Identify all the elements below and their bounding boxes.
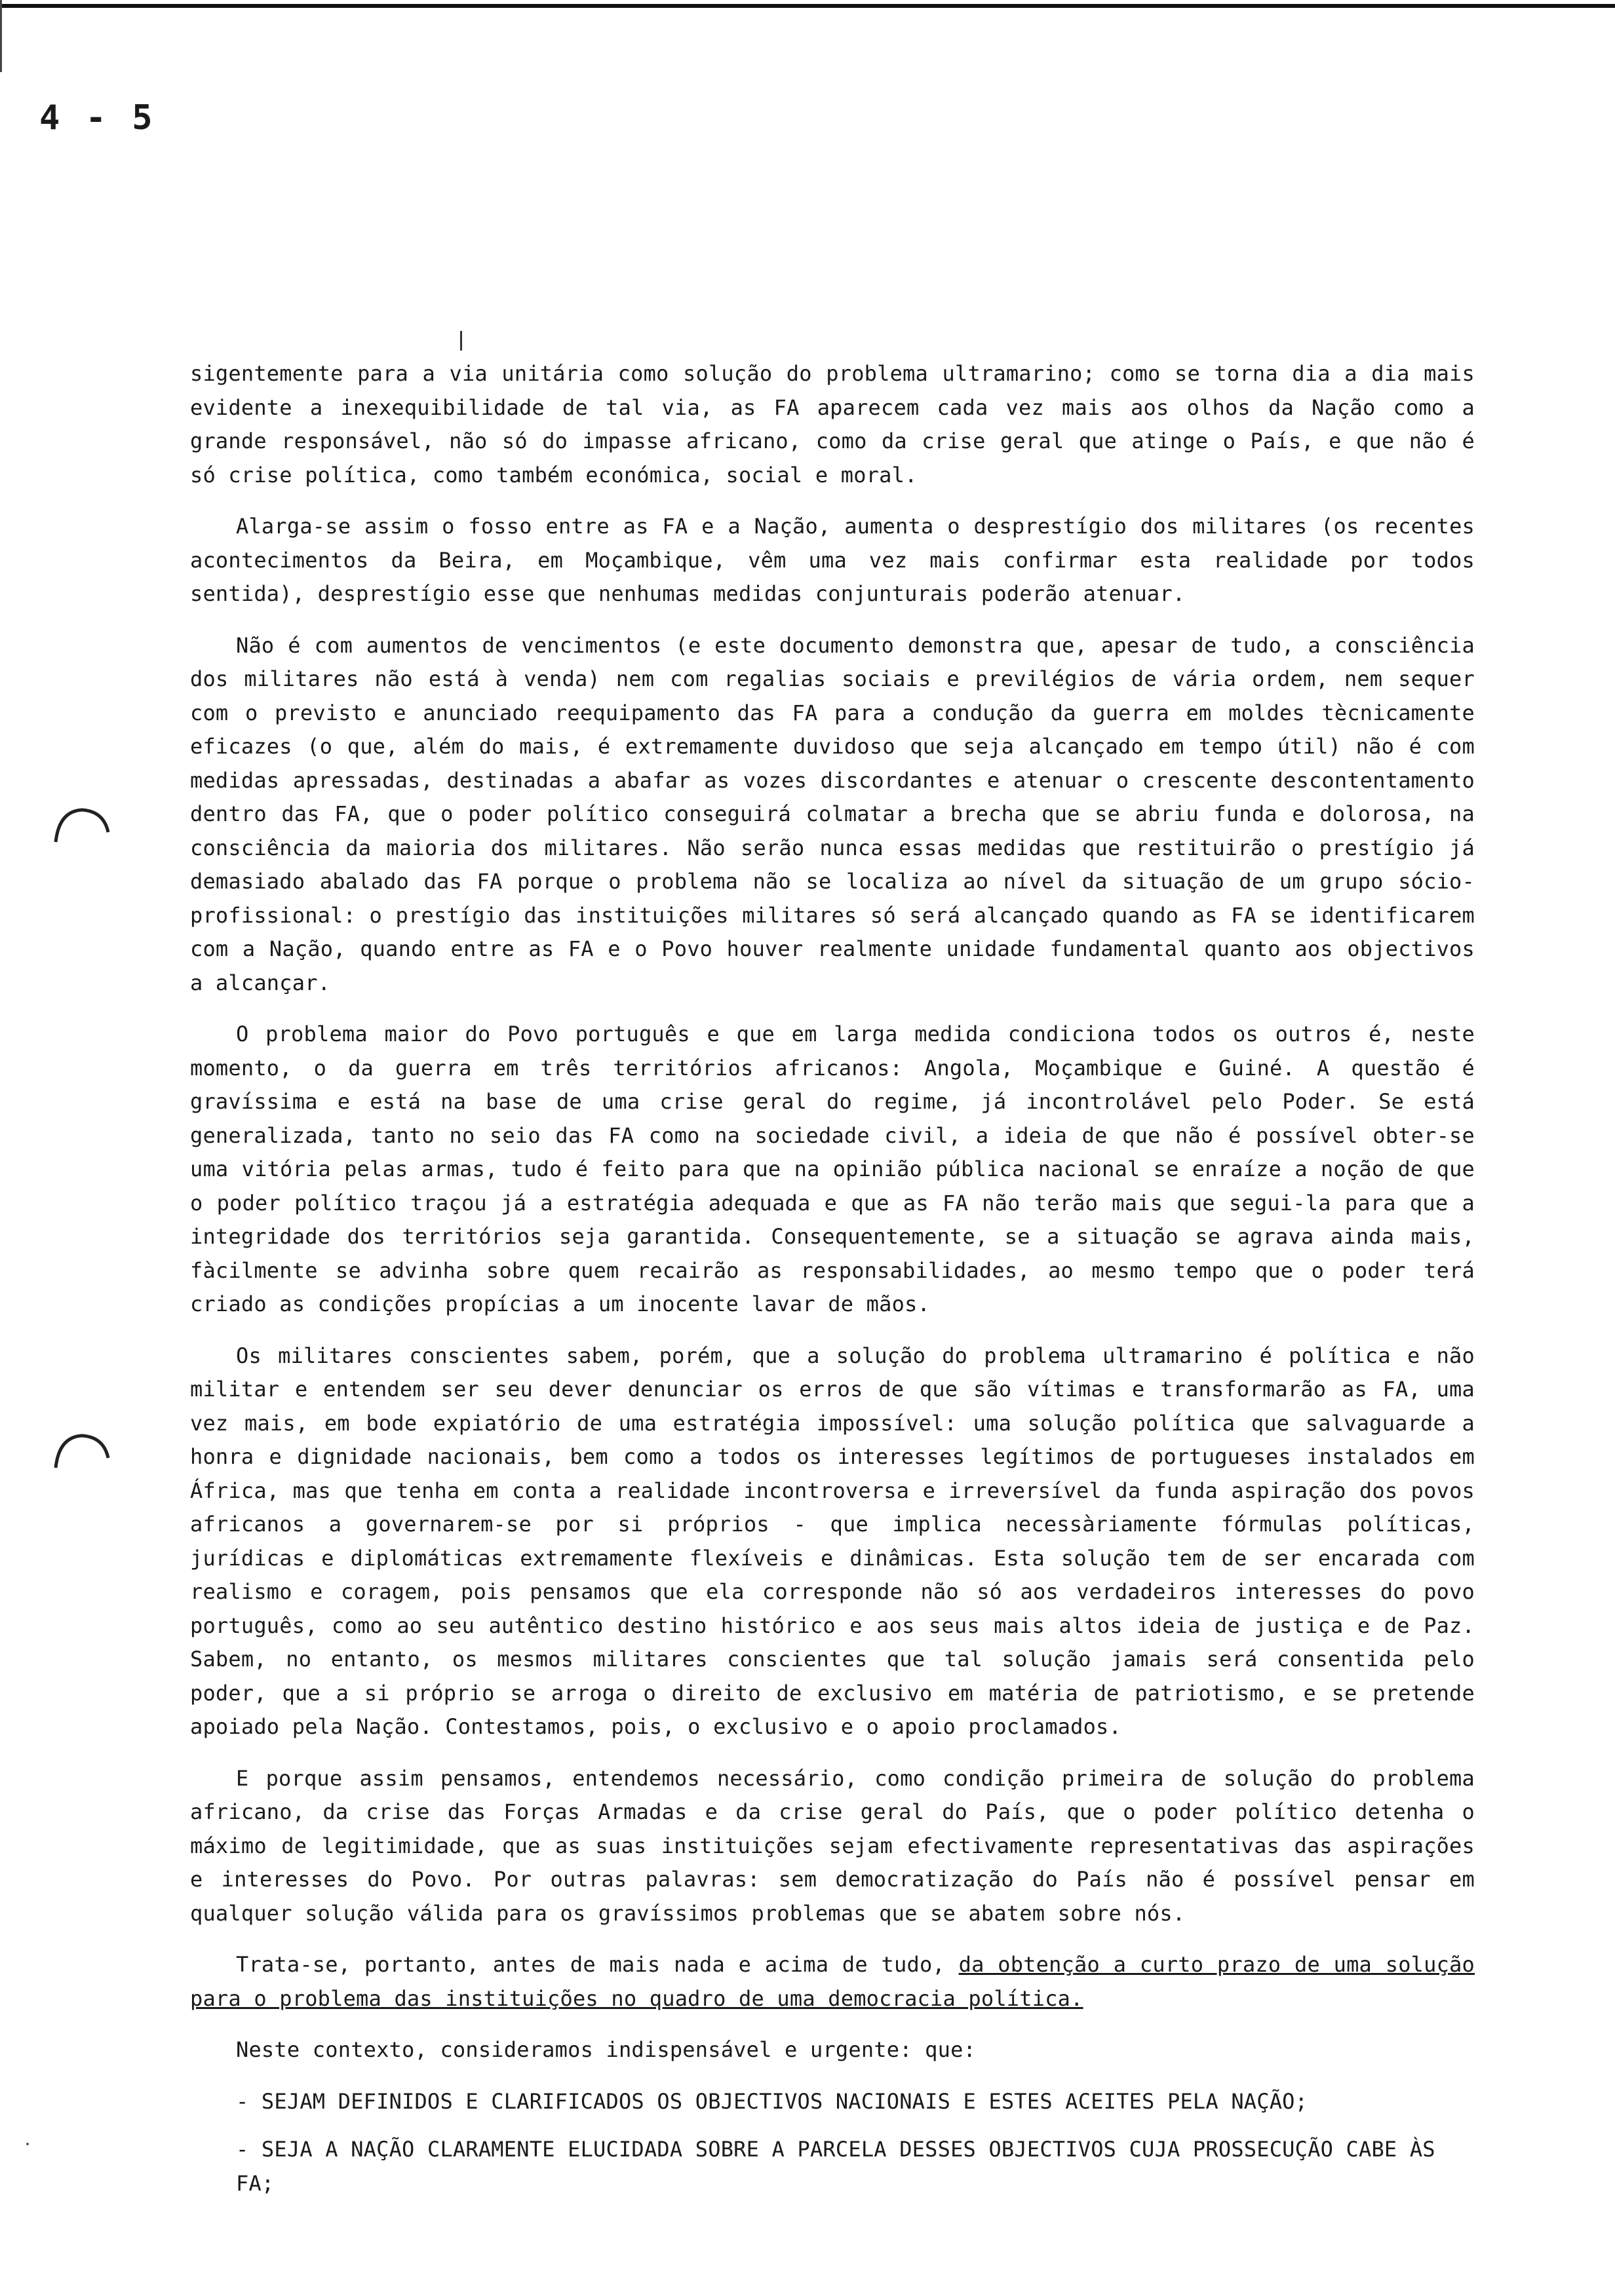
- paragraph: Não é com aumentos de vencimentos (e este documento demonstra que, apesar de tudo, a consciência dos militares não está à venda) nem com regalias sociais e previlégios de vária ordem, nem sequer com o previsto e anunciado reequipamento das FA para a condução da guerra em moldes tècnicamente eficazes (o que, além do mais, é extremamente duvidoso que seja alcançado em tempo útil) não é com medidas apressadas, destinadas a abafar as vozes discordantes e atenuar o crescente descontentamento dentro das FA, que o poder político conseguirá colmatar a brecha que se abriu funda e dolorosa, na consciência da maioria dos militares. Não serão nunca essas medidas que restituirão o prestígio já demasiado abalado das FA porque o problema não se localiza ao nível da situação de um grupo sócio-profissional: o prestígio das instituições militares só será alcançado quando as FA se identificarem com a Nação, quando entre as FA e o Povo houver realmente unidade fundamental quanto aos objectivos a alcançar.: [190, 632, 1475, 995]
- conclusion-paragraph: [190, 1948, 1475, 2016]
- paragraph: Alarga-se assim o fosso entre as FA e a Nação, aumenta o desprestígio dos militares (os recentes acontecimentos da Beira, em Moçambique, vêm uma vez mais confirmar esta realidade por todos sentida), desprestígio esse que nenhumas medidas conjunturais poderão atenuar.: [190, 514, 1475, 606]
- margin-mark: [460, 331, 462, 351]
- scan-speck: [26, 2143, 29, 2145]
- top-border-line: [0, 4, 1615, 8]
- context-intro: Neste contexto, consideramos indispensável e urgente: que:: [236, 2037, 977, 2062]
- paragraph: Os militares conscientes sabem, porém, que a solução do problema ultramarino é política e não militar e entendem ser seu dever denunciar os erros de que são vítimas e transformarão as FA, uma vez mais, em bode expiatório de uma estratégia impossível: uma solução política que salvaguarde a honra e dignidade nacionais, bem como a todos os interesses legítimos de portugueses instalados em África, mas que tenha em conta a realidade incontroversa e irreversível da funda aspiração dos povos africanos a governarem-se por si próprios - que implica necessàriamente fórmulas políticas, jurídicas e diplomáticas extremamente flexíveis e dinâmicas. Esta solução tem de ser encarada com realismo e coragem, pois pensamos que ela corresponde não só aos verdadeiros interesses do povo português, como ao seu autêntico destino histórico e aos seus mais altos ideia de justiça e de Paz. Sabem, no entanto, os mesmos militares conscientes que tal solução jamais será consentida pelo poder, que a si próprio se arroga o direito de exclusivo em matéria de patriotismo, e se pretende apoiado pela Nação. Contestamos, pois, o exclusivo e o apoio proclamados.: [190, 1343, 1475, 1739]
- document-body: [190, 357, 1475, 2215]
- demand-item: - SEJAM DEFINIDOS E CLARIFICADOS OS OBJECTIVOS NACIONAIS E ESTES ACEITES PELA NAÇÃO;: [236, 2088, 1308, 2114]
- paragraph: sigentemente para a via unitária como solução do problema ultramarino; como se torna dia a dia mais evidente a inexequibilidade de tal via, as FA aparecem cada vez mais aos olhos da Nação como a grande responsável, não só do impasse africano, como da crise geral que atinge o País, e que não é só crise política, como também económica, social e moral.: [190, 361, 1475, 488]
- conclusion-emphasis: da obtenção a curto prazo de uma solução para o problema das instituições no quadro de uma democracia política.: [190, 1952, 1475, 2011]
- conclusion-lead: Trata-se, portanto, antes de mais nada e acima de tudo,: [236, 1952, 959, 1977]
- page-number: 4 - 5: [39, 98, 155, 138]
- demand-item: - SEJA A NAÇÃO CLARAMENTE ELUCIDADA SOBRE A PARCELA DESSES OBJECTIVOS CUJA PROSSECUÇÃO CABE ÀS FA;: [236, 2137, 1435, 2196]
- punch-hole-icon: [52, 806, 111, 845]
- paragraph: E porque assim pensamos, entendemos necessário, como condição primeira de solução do problema africano, da crise das Forças Armadas e da crise geral do País, que o poder político detenha o máximo de legitimidade, que as suas instituições sejam efectivamente representativas das aspirações e interesses do Povo. Por outras palavras: sem democratização do País não é possível pensar em qualquer solução válida para os gravíssimos problemas que se abatem sobre nós.: [190, 1765, 1475, 1926]
- punch-hole-icon: [52, 1432, 111, 1471]
- paragraph: O problema maior do Povo português e que em larga medida condiciona todos os outros é, neste momento, o da guerra em três territórios africanos: Angola, Moçambique e Guiné. A questão é gravíssima e está na base de uma crise geral do regime, já incontrolável pelo Poder. Se está generalizada, tanto no seio das FA como na sociedade civil, a ideia de que não é possível obter-se uma vitória pelas armas, tudo é feito para que na opinião pública nacional se enraíze a noção de que o poder político traçou já a estratégia adequada e que as FA não terão mais que segui-la para que a integridade dos territórios seja garantida. Consequentemente, se a situação se agrava ainda mais, fàcilmente se advinha sobre quem recairão as responsabilidades, ao mesmo tempo que o poder terá criado as condições propícias a um inocente lavar de mãos.: [190, 1022, 1475, 1316]
- left-border-line: [0, 0, 2, 72]
